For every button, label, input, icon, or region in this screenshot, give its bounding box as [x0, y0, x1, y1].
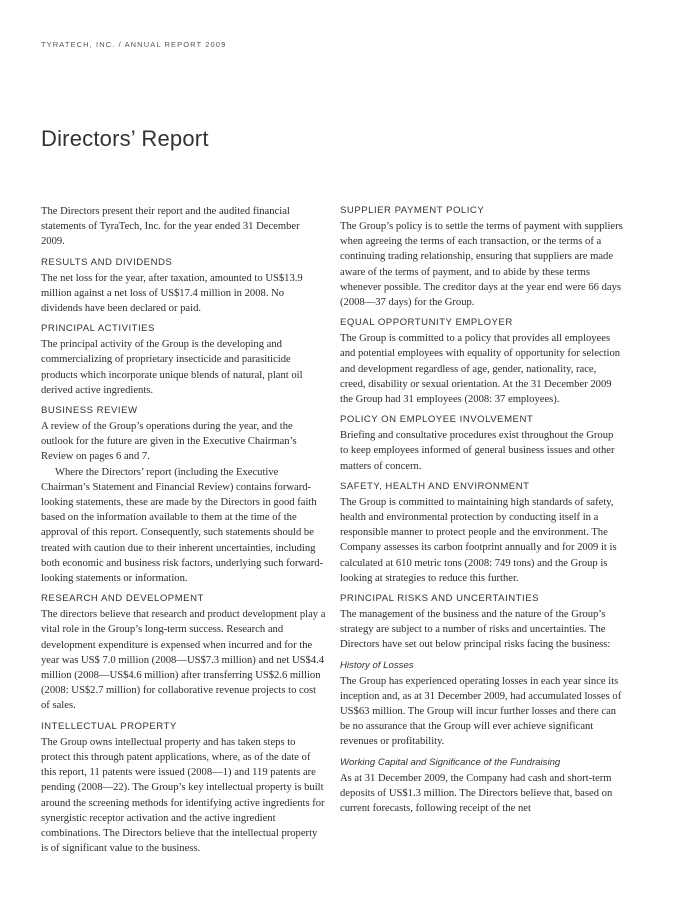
equal-paragraph: The Group is committed to a policy that provides all employees and potential employees with equality of opportunity for selection and development regardless of age, gender, nationality, race, creed, disability or sexual orientation. At the 31 December 2009 the Group had 31 employees (2008: 37 employees). [340, 333, 621, 406]
losses-subheading: History of Losses [340, 659, 414, 671]
capital-paragraph: As at 31 December 2009, the Company had cash and short-term deposits of US$1.3 million. The Directors believe that, based on current forecasts, following receipt of the net [340, 772, 613, 815]
equal-heading: EQUAL OPPORTUNITY EMPLOYER [340, 317, 513, 329]
running-head: TYRATECH, INC. / ANNUAL REPORT 2009 [41, 40, 227, 49]
page-title: Directors’ Report [41, 126, 209, 151]
involvement-heading: POLICY ON EMPLOYEE INVOLVEMENT [340, 414, 534, 426]
review-paragraph-2: Where the Directors’ report (including the Executive Chairman’s Statement and Financial Review) contains forward-looking statements, these are made by the Directors in good faith based on the information available to them at the time of the approval of this report. Consequently, such statements should be treated with caution due to their inherent uncertainties, including both economic and business risk factors, underlying such forward-looking statements or information. [41, 466, 324, 585]
rnd-heading: RESEARCH AND DEVELOPMENT [41, 593, 204, 605]
risks-paragraph: The management of the business and the nature of the Group’s strategy are subject to a number of risks and uncertainties. The Directors have set out below principal risks facing the business: [340, 609, 611, 651]
rnd-paragraph: The directors believe that research and product development play a vital role in the Group’s long-term success. Research and development expenditure is expensed when incurred and for the year was US$ 7.0 million (2008—US$7.3 million) and net US$4.4 million (2008—US$4.6 million) after transferring US$2.6 million (2008: US$2.7 million) for collaborative revenue projects to cost of sales. [41, 609, 326, 712]
right-column [340, 204, 623, 820]
safety-heading: SAFETY, HEALTH AND ENVIRONMENT [340, 480, 530, 492]
intro-paragraph: The Directors present their report and the audited financial statements of TyraTech, Inc. for the year ended 31 December 2009. [41, 206, 300, 248]
involvement-paragraph: Briefing and consultative procedures exist throughout the Group to keep employees informed of general business issues and other matters of concern. [340, 430, 615, 472]
supplier-heading: SUPPLIER PAYMENT POLICY [340, 205, 485, 216]
ip-paragraph: The Group owns intellectual property and has taken steps to protect this through patent applications, where, as of the date of this report, 11 patents were issued (2008—1) and 119 patents are pending (2008—22). The Group’s key intellectual property is built around the screening methods for identifying active ingredients for synergistic receptor activation and the active ingredient combinations. The Directors believe that the intellectual property is of significant value to the business. [41, 736, 325, 855]
ip-heading: INTELLECTUAL PROPERTY [41, 720, 177, 732]
losses-paragraph: The Group has experienced operating losses in each year since its inception and, as at 31 December 2009, had accumulated losses of US$63 million. The Group will incur further losses and there can be no assurance that the Group will ever achieve significant revenues or profitability. [340, 675, 622, 748]
results-heading: RESULTS AND DIVIDENDS [41, 256, 173, 268]
capital-subheading: Working Capital and Significance of the Fundraising [340, 756, 561, 768]
safety-paragraph: The Group is committed to maintaining high standards of safety, health and environmental protection by conducting itself in a responsible manner to protect people and the environment. The Company assesses its carbon footprint annually and for 2009 it is calculated at 610 metric tons (2008: 749 tons) and the Group is looking at strategies to reduce this further. [340, 496, 617, 584]
review-heading: BUSINESS REVIEW [41, 405, 138, 417]
activities-paragraph: The principal activity of the Group is the developing and commercializing of proprietary insecticide and parasiticide products which incorporate unique blends of natural, plant oil derived active ingredients. [41, 339, 303, 396]
supplier-paragraph: The Group’s policy is to settle the terms of payment with suppliers when agreeing the terms of each transaction, or the terms of a continuing trading relationship, ensuring that suppliers are made aware of the terms of payment, and to abide by these terms whenever possible. The creditor days at the year end were 66 days (2008—37 days) for the Group. [340, 221, 623, 309]
review-paragraph-1: A review of the Group’s operations during the year, and the outlook for the future are given in the Executive Chairman’s Review on pages 6 and 7. [41, 421, 297, 463]
results-paragraph: The net loss for the year, after taxation, amounted to US$13.9 million against a net loss of US$17.4 million in 2008. No dividends have been declared or paid. [41, 272, 303, 315]
risks-heading: PRINCIPAL RISKS AND UNCERTAINTIES [340, 593, 539, 605]
left-column [41, 204, 326, 860]
activities-heading: PRINCIPAL ACTIVITIES [41, 323, 155, 335]
